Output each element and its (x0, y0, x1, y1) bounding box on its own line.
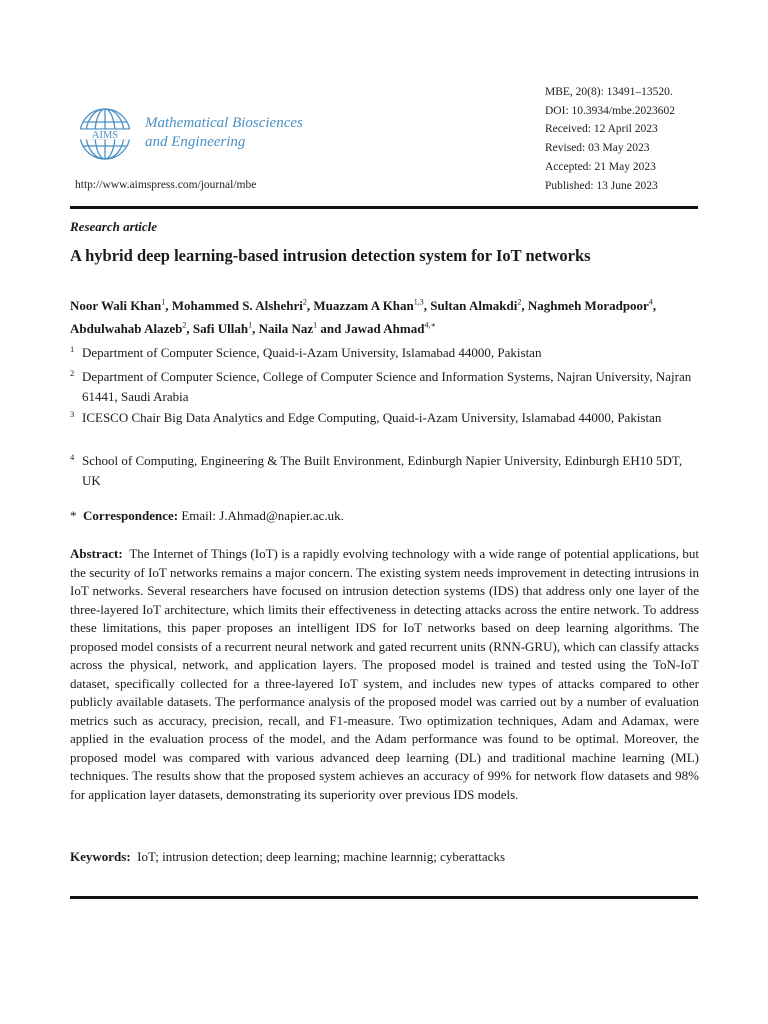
author[interactable]: Noor Wali Khan$^1$, (70, 298, 172, 314)
journal-name (145, 114, 303, 152)
affiliation-number: 2 (70, 368, 75, 378)
affiliation-text: Department of Computer Science, Quaid-i-Azam University, Islamabad 44000, Pakistan (82, 345, 542, 360)
doi-link[interactable]: DOI: 10.3934/mbe.2023602 (545, 104, 676, 117)
journal-name-line1: Mathematical Biosciences (145, 115, 303, 131)
affiliation-number: 3 (70, 409, 75, 419)
journal-logo (76, 106, 134, 162)
header-divider (70, 206, 698, 209)
affiliation-number: 1 (70, 344, 75, 354)
affiliation-text: Department of Computer Science, College of Computer Science and Information Systems, Najran University, Najran 61441, Saudi Arabia (82, 369, 692, 404)
author[interactable]: Naghmeh Moradpoor$^4$, (527, 298, 657, 314)
affiliation (70, 367, 700, 406)
affiliation-text: School of Computing, Engineering & The Built Environment, Edinburgh Napier University, Edinburgh EH10 5DT, UK (82, 453, 683, 488)
keywords (70, 849, 505, 865)
citation: MBE, 20(8): 13491–13520. (545, 86, 673, 98)
journal-name-line2: and Engineering (145, 134, 246, 150)
logo-text: AIMS (91, 130, 119, 141)
affiliation-text: ICESCO Chair Big Data Analytics and Edge Computing, Quaid-i-Azam University, Islamabad 44000, Pakistan (82, 410, 662, 425)
author[interactable]: Jawad Ahmad$^{4,∗}$ (344, 320, 436, 337)
correspondence (70, 508, 344, 524)
affiliation-number: 4 (70, 452, 75, 462)
globe-logo-icon (76, 106, 134, 162)
received-date: Received: 12 April 2023 (545, 123, 658, 136)
correspondence-label: Correspondence: (83, 508, 179, 523)
paper-title: A hybrid deep learning-based intrusion detection system for IoT networks (70, 246, 591, 265)
journal-url-link[interactable]: http://www.aimspress.com/journal/mbe (75, 179, 257, 191)
correspondence-marker: * (70, 508, 77, 523)
affiliation (70, 408, 700, 428)
revised-date: Revised: 03 May 2023 (545, 142, 650, 155)
keywords-text: IoT; intrusion detection; deep learning; machine learnnig; cyberattacks (137, 849, 506, 864)
abstract (70, 545, 699, 804)
correspondence-email[interactable]: Email: J.Ahmad@napier.ac.uk. (181, 508, 344, 523)
affiliation (70, 343, 700, 363)
author[interactable]: Muazzam A Khan$^{1,3}$, (313, 298, 431, 314)
author[interactable]: Abdulwahab Alazeb$^2$, (70, 320, 193, 337)
article-type: Research article (70, 219, 158, 234)
author[interactable]: Sultan Almakdi$^2$, (430, 298, 528, 314)
keywords-label: Keywords: (70, 849, 131, 864)
footer-divider (70, 896, 698, 899)
author[interactable]: Safi Ullah$^1$, (192, 320, 259, 337)
affiliation (70, 451, 700, 490)
accepted-date: Accepted: 21 May 2023 (545, 160, 656, 173)
abstract-label: Abstract: (70, 546, 123, 561)
author-list (70, 293, 700, 339)
author[interactable]: Naila Naz$^1$ and (258, 320, 345, 337)
published-date: Published: 13 June 2023 (545, 179, 658, 192)
article-meta (545, 83, 675, 195)
author[interactable]: Mohammed S. Alshehri$^2$, (171, 298, 314, 314)
abstract-text: The Internet of Things (IoT) is a rapidly evolving technology with a wide range of potential applications, but the security of IoT networks remains a major concern. The existing system needs improvement in detecting intrusions in IoT networks. Several researchers have focused on intrusion detection systems (IDS) that address only one layer of the three-layered IoT architecture, which limits their effectiveness in detecting attacks across the entire network. To address these limitations, this paper proposes an intelligent IDS for IoT networks based on deep learning algorithms. The proposed model consists of a recurrent neural network and gated recurrent units (RNN-GRU), which can classify attacks across the physical, network, and application layers. The proposed model is trained and tested using the ToN-IoT dataset, specifically collected for a three-layered IoT system, and includes new types of attacks compared to other publicly available datasets. The performance analysis of the proposed model was carried out by a number of evaluation metrics such as accuracy, precision, recall, and F1-measure. Two optimization techniques, Adam and Adamax, were applied in the evaluation process of the model, and the Adam performance was found to be optimal. Moreover, the proposed model was compared with various advanced deep learning (DL) and traditional machine learning (ML) techniques. The results show that the proposed system achieves an accuracy of 99% for network flow datasets and 98% for application layer datasets, demonstrating its superiority over previous IDS models. (70, 546, 700, 802)
